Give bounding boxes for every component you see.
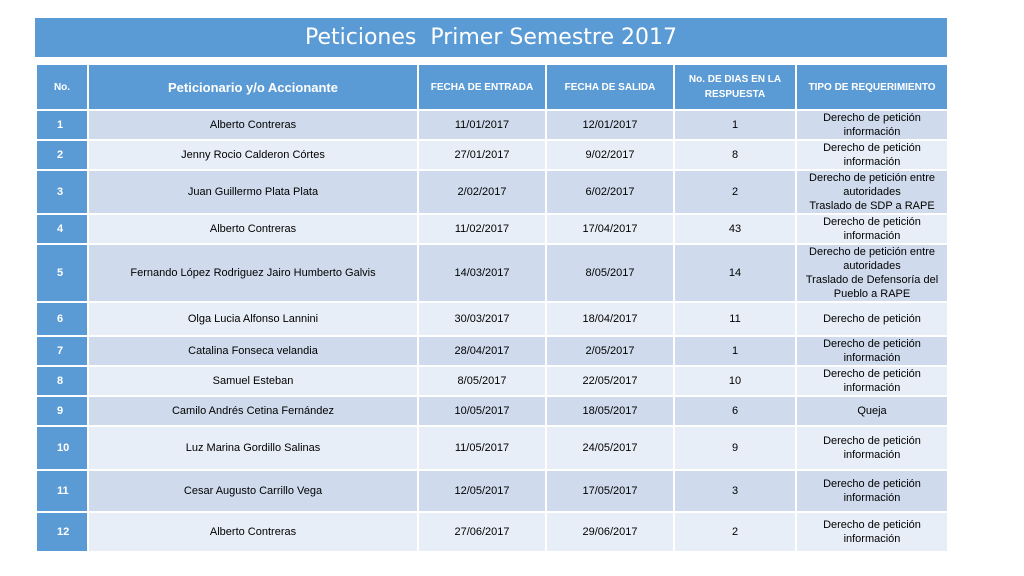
- table-body: [36, 110, 948, 552]
- tipo-line: Derecho de petición: [823, 313, 921, 325]
- tipo-line: Derecho de petición: [823, 142, 921, 154]
- tipo-line: Derecho de petición: [823, 519, 921, 531]
- cell-fecha-salida: 2/05/2017: [546, 336, 674, 366]
- cell-dias: 9: [674, 426, 796, 470]
- cell-fecha-salida: 22/05/2017: [546, 366, 674, 396]
- cell-dias: 1: [674, 110, 796, 140]
- cell-fecha-salida: 17/05/2017: [546, 470, 674, 512]
- cell-fecha-entrada: 11/02/2017: [418, 214, 546, 244]
- tipo-line: Derecho de petición: [823, 216, 921, 228]
- table-row: [36, 396, 948, 426]
- cell-tipo: [796, 214, 948, 244]
- tipo-line: Queja: [857, 405, 887, 417]
- cell-dias: 43: [674, 214, 796, 244]
- cell-fecha-salida: 12/01/2017: [546, 110, 674, 140]
- cell-dias: 2: [674, 512, 796, 552]
- cell-peticionario: Cesar Augusto Carrillo Vega: [88, 470, 418, 512]
- cell-peticionario: Catalina Fonseca velandia: [88, 336, 418, 366]
- cell-peticionario: Camilo Andrés Cetina Fernández: [88, 396, 418, 426]
- cell-fecha-salida: 24/05/2017: [546, 426, 674, 470]
- tipo-line: información: [843, 492, 901, 504]
- cell-fecha-entrada: 10/05/2017: [418, 396, 546, 426]
- table-row: [36, 214, 948, 244]
- cell-fecha-entrada: 8/05/2017: [418, 366, 546, 396]
- cell-peticionario: Juan Guillermo Plata Plata: [88, 170, 418, 214]
- cell-tipo: [796, 336, 948, 366]
- cell-no: 9: [36, 396, 88, 426]
- cell-no: 8: [36, 366, 88, 396]
- tipo-line: autoridades: [843, 260, 901, 272]
- cell-fecha-salida: 8/05/2017: [546, 244, 674, 302]
- tipo-line: Derecho de petición: [823, 478, 921, 490]
- tipo-line: Derecho de petición: [823, 112, 921, 124]
- cell-tipo: [796, 302, 948, 336]
- tipo-line: Derecho de petición entre: [809, 172, 935, 184]
- header-peticionario: Peticionario y/o Accionante: [88, 64, 418, 110]
- cell-fecha-entrada: 27/06/2017: [418, 512, 546, 552]
- cell-dias: 6: [674, 396, 796, 426]
- tipo-line: información: [843, 126, 901, 138]
- cell-no: 7: [36, 336, 88, 366]
- cell-tipo: [796, 170, 948, 214]
- cell-fecha-salida: 17/04/2017: [546, 214, 674, 244]
- tipo-line: información: [843, 449, 901, 461]
- cell-peticionario: Alberto Contreras: [88, 214, 418, 244]
- table-row: [36, 140, 948, 170]
- cell-peticionario: Luz Marina Gordillo Salinas: [88, 426, 418, 470]
- cell-no: 10: [36, 426, 88, 470]
- cell-fecha-entrada: 30/03/2017: [418, 302, 546, 336]
- tipo-line: Traslado de Defensoría del: [805, 274, 939, 286]
- cell-fecha-entrada: 12/05/2017: [418, 470, 546, 512]
- table-row: [36, 302, 948, 336]
- table-row: [36, 366, 948, 396]
- tipo-line: Pueblo a RAPE: [833, 288, 911, 300]
- table-header-row: [36, 64, 948, 110]
- cell-fecha-entrada: 28/04/2017: [418, 336, 546, 366]
- cell-fecha-salida: 6/02/2017: [546, 170, 674, 214]
- cell-fecha-entrada: 11/05/2017: [418, 426, 546, 470]
- cell-dias: 10: [674, 366, 796, 396]
- header-tipo: TIPO DE REQUERIMIENTO: [796, 64, 948, 110]
- tipo-line: información: [843, 230, 901, 242]
- tipo-line: Derecho de petición: [823, 338, 921, 350]
- cell-peticionario: Alberto Contreras: [88, 512, 418, 552]
- table-row: [36, 512, 948, 552]
- tipo-line: autoridades: [843, 186, 901, 198]
- table-row: [36, 426, 948, 470]
- cell-tipo: [796, 366, 948, 396]
- cell-no: 2: [36, 140, 88, 170]
- header-no: No.: [36, 64, 88, 110]
- tipo-line: Derecho de petición: [823, 368, 921, 380]
- cell-dias: 14: [674, 244, 796, 302]
- tipo-line: información: [843, 533, 901, 545]
- cell-tipo: [796, 426, 948, 470]
- header-dias: No. DE DIAS EN LA RESPUESTA: [674, 64, 796, 110]
- cell-fecha-entrada: 27/01/2017: [418, 140, 546, 170]
- table-row: [36, 470, 948, 512]
- cell-fecha-salida: 18/05/2017: [546, 396, 674, 426]
- cell-peticionario: Fernando López Rodriguez Jairo Humberto Galvis: [88, 244, 418, 302]
- cell-dias: 11: [674, 302, 796, 336]
- cell-peticionario: Samuel Esteban: [88, 366, 418, 396]
- cell-fecha-entrada: 2/02/2017: [418, 170, 546, 214]
- tipo-line: Traslado de SDP a RAPE: [809, 200, 935, 212]
- tipo-line: información: [843, 156, 901, 168]
- cell-tipo: [796, 396, 948, 426]
- cell-fecha-entrada: 11/01/2017: [418, 110, 546, 140]
- cell-dias: 8: [674, 140, 796, 170]
- cell-no: 11: [36, 470, 88, 512]
- cell-no: 5: [36, 244, 88, 302]
- petitions-table: [35, 63, 949, 553]
- cell-peticionario: Alberto Contreras: [88, 110, 418, 140]
- tipo-line: Derecho de petición: [823, 435, 921, 447]
- page-title: Peticiones Primer Semestre 2017: [35, 18, 947, 57]
- cell-tipo: [796, 140, 948, 170]
- cell-dias: 2: [674, 170, 796, 214]
- cell-tipo: [796, 470, 948, 512]
- cell-fecha-entrada: 14/03/2017: [418, 244, 546, 302]
- cell-peticionario: Jenny Rocio Calderon Córtes: [88, 140, 418, 170]
- tipo-line: Derecho de petición entre: [809, 246, 935, 258]
- cell-tipo: [796, 110, 948, 140]
- cell-peticionario: Olga Lucia Alfonso Lannini: [88, 302, 418, 336]
- cell-no: 4: [36, 214, 88, 244]
- cell-fecha-salida: 18/04/2017: [546, 302, 674, 336]
- cell-no: 3: [36, 170, 88, 214]
- tipo-line: información: [843, 352, 901, 364]
- header-fecha-salida: FECHA DE SALIDA: [546, 64, 674, 110]
- cell-fecha-salida: 9/02/2017: [546, 140, 674, 170]
- tipo-line: información: [843, 382, 901, 394]
- table-row: [36, 244, 948, 302]
- cell-no: 12: [36, 512, 88, 552]
- cell-dias: 1: [674, 336, 796, 366]
- cell-no: 6: [36, 302, 88, 336]
- table-row: [36, 170, 948, 214]
- cell-dias: 3: [674, 470, 796, 512]
- cell-tipo: [796, 244, 948, 302]
- cell-fecha-salida: 29/06/2017: [546, 512, 674, 552]
- table-row: [36, 336, 948, 366]
- header-fecha-entrada: FECHA DE ENTRADA: [418, 64, 546, 110]
- cell-tipo: [796, 512, 948, 552]
- cell-no: 1: [36, 110, 88, 140]
- table-row: [36, 110, 948, 140]
